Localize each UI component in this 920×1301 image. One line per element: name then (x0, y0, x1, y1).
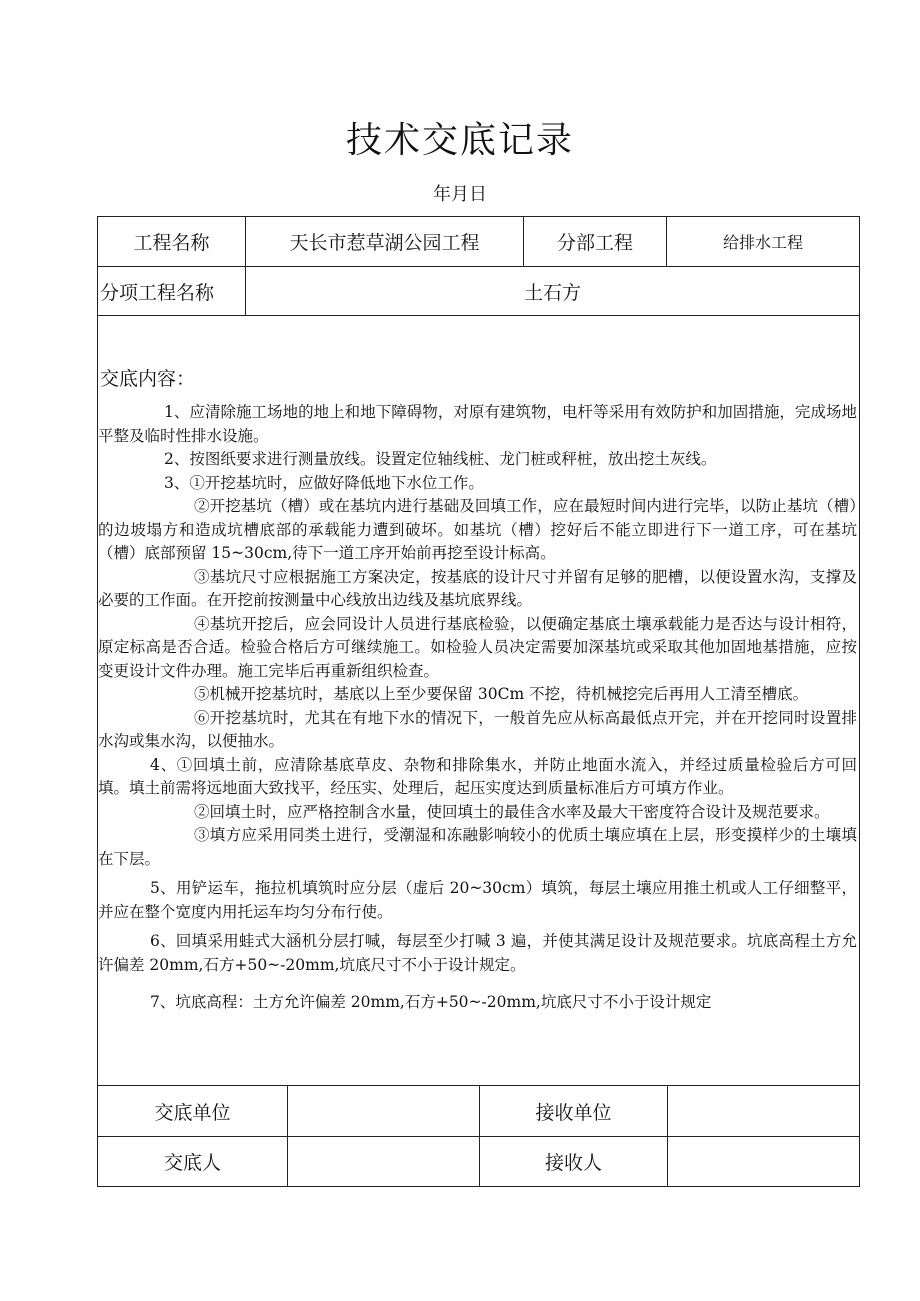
paragraph: 4、①回填土前，应清除基底草皮、杂物和排除集水，并防止地面水流入，并经过质量检验后方可回填。填土前需将远地面大致找平，经压实、处理后，起压实度达到质量标准后方可填方作业。 (98, 755, 857, 797)
header-row-2 (98, 267, 859, 316)
paragraph: ⑤机械开挖基坑时，基底以上至少要保留 30Cm 不挖，待机械挖完后再用人工清至槽底。 (194, 685, 809, 703)
paragraph: ③基坑尺寸应根据施工方案决定，按基底的设计尺寸并留有足够的肥槽，以便设置水沟，支撑及必要的工作面。在开挖前按测量中心线放出边线及基坑底界线。 (98, 567, 857, 609)
subitem-value: 土石方 (523, 281, 581, 304)
paragraph: ⑥开挖基坑时，尤其在有地下水的情况下，一般首先应从标高最低点开完，并在开挖同时设置排水沟或集水沟，以便抽水。 (98, 708, 857, 750)
issuer-unit-label: 交底单位 (98, 1086, 288, 1136)
paragraph: ④基坑开挖后，应会同设计人员进行基底检验，以便确定基底土壤承载能力是否达与设计相符，原定标高是否合适。检验合格后方可继续施工。如检验人员决定需要加深基坑或采取其他加固地基措施，应按变更设计文件办理。施工完毕后再重新组织检查。 (98, 614, 857, 680)
paragraph: 1、应清除施工场地的地上和地下障碍物，对原有建筑物，电杆等采用有效防护和加固措施，完成场地平整及临时性排水设施。 (98, 403, 857, 445)
subitem-label: 分项工程名称 (98, 267, 246, 315)
date-line: 年月日 (433, 184, 487, 205)
issuer-person-label: 交底人 (98, 1137, 288, 1186)
division-value: 给排水工程 (722, 233, 803, 252)
receiver-person-label: 接收人 (480, 1137, 668, 1186)
paragraph: ②开挖基坑（槽）或在基坑内进行基础及回填工作，应在最短时间内进行完毕，以防止基坑（槽）的边坡塌方和造成坑槽底部的承载能力遭到破坏。如基坑（槽）挖好后不能立即进行下一道工序，可在基坑（槽）底部预留 15~30cm,待下一道工序开始前再挖至设计标高。 (98, 497, 857, 562)
paragraph: ③填方应采用同类土进行，受潮湿和冻融影响较小的优质土壤应填在上层，形变摸样少的土壤填在下层。 (98, 826, 857, 868)
receiver-unit-label: 接收单位 (480, 1086, 668, 1136)
paragraph: 2、按图纸要求进行测量放线。设置定位轴线桩、龙门桩或秤桩，放出挖土灰线。 (164, 450, 717, 468)
signature-row-unit (98, 1086, 859, 1137)
project-name-label: 工程名称 (98, 217, 246, 266)
signature-row-person (98, 1137, 859, 1186)
paragraph: 7、坑底高程：土方允许偏差 20mm,石方+50~-20mm,坑底尺寸不小于设计规定 (150, 993, 712, 1011)
header-row-1 (98, 217, 859, 267)
document-title: 技术交底记录 (345, 120, 574, 161)
paragraph: 6、回填采用蛙式大涵机分层打喊，每层至少打喊 3 遍，并使其满足设计及规范要求。坑底高程土方允许偏差 20mm,石方+50~-20mm,坑底尺寸不小于设计规定。 (98, 932, 857, 974)
paragraph: ②回填土时，应严格控制含水量，使回填土的最佳含水率及最大干密度符合设计及规范要求。 (194, 802, 830, 821)
paragraph: 3、①开挖基坑时，应做好降低地下水位工作。 (164, 473, 484, 492)
issuer-person-field[interactable] (288, 1137, 480, 1186)
receiver-person-field[interactable] (668, 1137, 859, 1186)
content-section (98, 316, 859, 1086)
receiver-unit-field[interactable] (668, 1086, 859, 1136)
record-table (97, 216, 860, 1187)
paragraph: 5、用铲运车，拖拉机填筑时应分层（虚后 20~30cm）填筑，每层土壤应用推土机或人工仔细整平，并应在整个宽度内用托运车均匀分布行使。 (98, 879, 857, 921)
content-label: 交底内容： (100, 368, 196, 390)
project-name-value: 天长市惹草湖公园工程 (246, 217, 524, 266)
issuer-unit-field[interactable] (288, 1086, 480, 1136)
division-label: 分部工程 (524, 217, 667, 266)
